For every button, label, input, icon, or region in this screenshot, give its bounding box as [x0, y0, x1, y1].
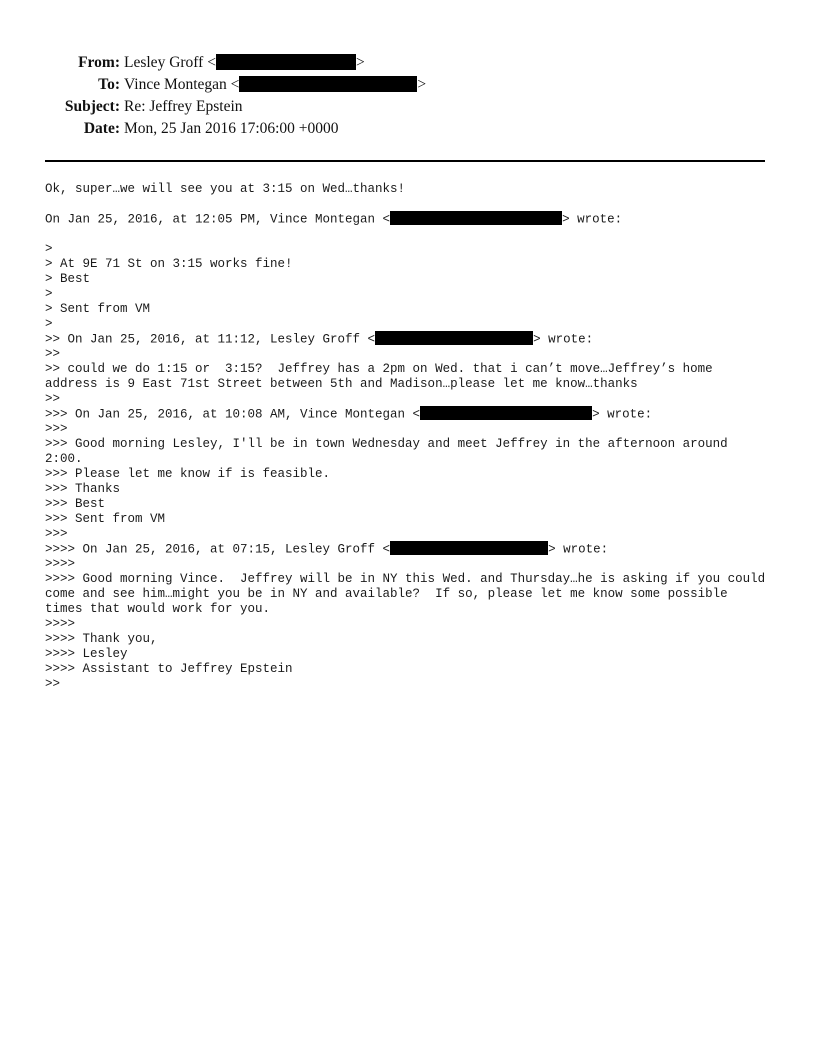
body-line: >>> Please let me know if is feasible.: [45, 467, 331, 481]
redaction-box: [239, 76, 417, 92]
body-line: >> could we do 1:15 or 3:15? Jeffrey has a 2pm on Wed. that i can’t move…Jeffrey’s home address is 9 East 71st Street between 5th and Madison…please let me know…thanks: [45, 362, 721, 391]
attribution-text: >>> On Jan 25, 2016, at 10:08 AM, Vince Montegan <: [45, 407, 421, 422]
attribution-text: >>>> On Jan 25, 2016, at 07:15, Lesley Groff <: [45, 542, 391, 557]
subject-label: Subject:: [64, 98, 120, 115]
redaction-box: [216, 54, 356, 70]
body-line: >>>>: [45, 617, 76, 631]
quote-attribution: [45, 407, 770, 422]
body-line: >>> Thanks: [45, 482, 121, 496]
attribution-text: On Jan 25, 2016, at 12:05 PM, Vince Montegan <: [45, 212, 391, 227]
body-line: >: [45, 317, 53, 331]
body-line: >>> Sent from VM: [45, 512, 166, 526]
body-line: >: [45, 287, 53, 301]
header-divider: [45, 160, 765, 162]
body-line: >>>> Thank you,: [45, 632, 158, 646]
from-close: >: [355, 54, 365, 71]
body-line: > At 9E 71 St on 3:15 works fine!: [45, 257, 293, 271]
to-row: [0, 74, 816, 96]
from-value: [124, 52, 365, 74]
from-row: [0, 52, 816, 74]
body-line: >>>> Assistant to Jeffrey Epstein: [45, 662, 293, 676]
quote-attribution: [45, 212, 770, 242]
to-value: [124, 74, 426, 96]
quote-attribution: [45, 332, 770, 347]
redaction-box: [420, 406, 592, 420]
body-line: >>> Best: [45, 497, 106, 511]
body-line: >>>>: [45, 557, 76, 571]
from-label: From:: [78, 54, 120, 71]
email-body: [45, 182, 773, 692]
from-name: Lesley Groff <: [124, 54, 216, 71]
body-line: >>>> Good morning Vince. Jeffrey will be in NY this Wed. and Thursday…he is asking if you could come and see him…might you be in NY and available? If so, please let me know some possible times that would work for you.: [45, 572, 773, 616]
attribution-wrote: > wrote:: [548, 542, 609, 557]
redaction-box: [390, 211, 562, 225]
body-line: >>>: [45, 527, 68, 541]
body-line: > Sent from VM: [45, 302, 151, 316]
subject-value: Re: Jeffrey Epstein: [124, 98, 243, 115]
attribution-text: >> On Jan 25, 2016, at 11:12, Lesley Groff <: [45, 332, 376, 347]
to-close: >: [417, 76, 427, 93]
attribution-wrote: > wrote:: [592, 407, 653, 422]
redaction-box: [375, 331, 533, 345]
date-label: Date:: [83, 120, 120, 137]
to-label: To:: [98, 76, 120, 93]
redaction-box: [390, 541, 548, 555]
body-line: Ok, super…we will see you at 3:15 on Wed…thanks!: [45, 182, 406, 196]
body-line: >>: [45, 677, 61, 691]
date-value: Mon, 25 Jan 2016 17:06:00 +0000: [124, 120, 339, 137]
quote-attribution: [45, 542, 770, 557]
email-header: [0, 52, 816, 140]
attribution-wrote: > wrote:: [562, 212, 623, 227]
body-line: >>: [45, 347, 61, 361]
body-line: >: [45, 242, 53, 256]
body-line: >>: [45, 392, 61, 406]
body-line: >>> Good morning Lesley, I'll be in town Wednesday and meet Jeffrey in the afternoon around 2:00.: [45, 437, 736, 466]
date-row: [0, 118, 816, 140]
to-name: Vince Montegan <: [124, 76, 240, 93]
body-line: >>>> Lesley: [45, 647, 128, 661]
body-line: > Best: [45, 272, 91, 286]
subject-row: [0, 96, 816, 118]
attribution-wrote: > wrote:: [533, 332, 594, 347]
body-line: >>>: [45, 422, 68, 436]
